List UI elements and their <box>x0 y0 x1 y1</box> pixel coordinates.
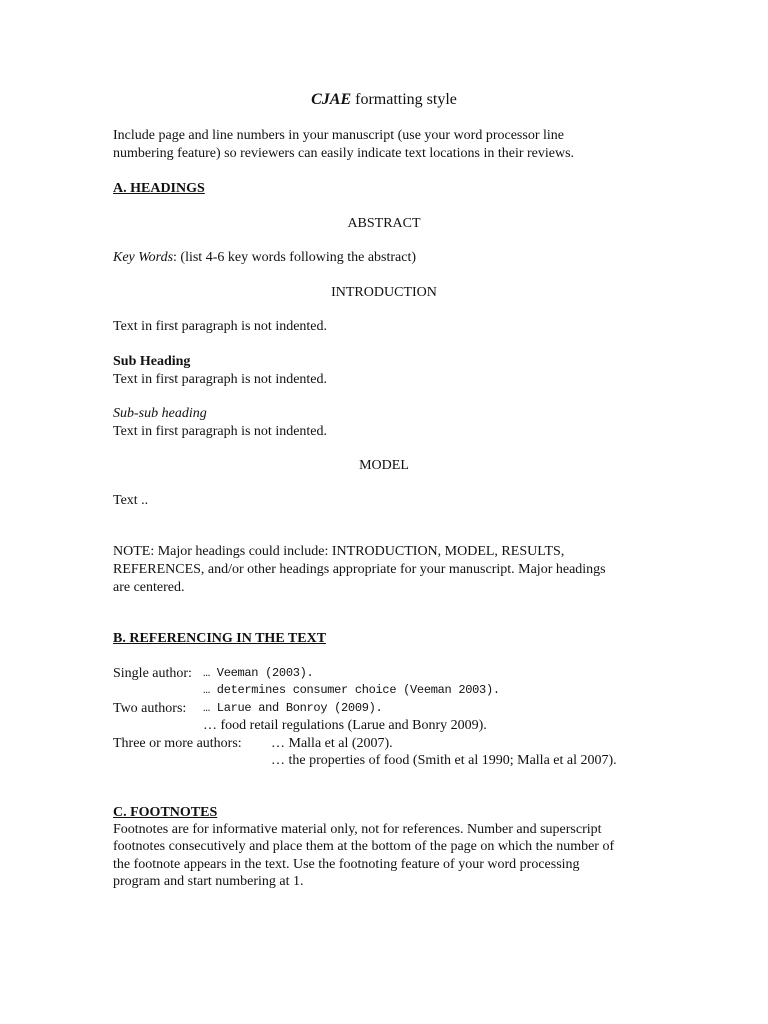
three-authors-label: Three or more authors: <box>113 736 242 751</box>
model-text: Text .. <box>113 493 149 508</box>
heading-a: A. HEADINGS <box>113 181 205 196</box>
two-authors-example-2: … food retail regulations (Larue and Bonry 2009). <box>203 718 487 733</box>
sub-heading: Sub Heading <box>113 354 191 369</box>
keywords-text: : (list 4-6 key words following the abstract) <box>173 250 417 265</box>
model-heading: MODEL <box>359 458 409 473</box>
paragraph-2: Text in first paragraph is not indented. <box>113 372 328 387</box>
heading-c: C. FOOTNOTES <box>113 805 218 820</box>
footnotes-line-4: program and start numbering at 1. <box>113 874 304 889</box>
note-line-3: are centered. <box>113 580 185 595</box>
three-authors-example-2: … the properties of food (Smith et al 1990; Malla et al 2007). <box>271 753 617 768</box>
abstract-heading: ABSTRACT <box>347 216 421 231</box>
introduction-heading: INTRODUCTION <box>331 285 437 300</box>
two-authors-example-1: … Larue and Bonroy (2009). <box>203 701 383 715</box>
title-journal: CJAE <box>311 91 352 108</box>
three-authors-example-1: … Malla et al (2007). <box>271 736 393 751</box>
two-authors-label: Two authors: <box>113 701 187 716</box>
note-line-1: NOTE: Major headings could include: INTRODUCTION, MODEL, RESULTS, <box>113 544 565 559</box>
keywords-line <box>113 249 416 266</box>
footnotes-line-3: the footnote appears in the text. Use the footnoting feature of your word processing <box>113 857 580 872</box>
document-title <box>0 91 768 108</box>
single-author-example-1: … Veeman (2003). <box>203 666 314 680</box>
title-rest: formatting style <box>351 91 457 108</box>
intro-line-2: numbering feature) so reviewers can easily indicate text locations in their reviews. <box>113 146 575 161</box>
heading-b: B. REFERENCING IN THE TEXT <box>113 631 327 646</box>
subsub-heading: Sub-sub heading <box>113 406 207 421</box>
single-author-label: Single author: <box>113 666 192 681</box>
footnotes-line-1: Footnotes are for informative material only, not for references. Number and superscript <box>113 822 602 837</box>
intro-line-1: Include page and line numbers in your manuscript (use your word processor line <box>113 128 564 143</box>
paragraph-3: Text in first paragraph is not indented. <box>113 424 328 439</box>
keywords-label: Key Words <box>113 250 174 265</box>
note-line-2: REFERENCES, and/or other headings appropriate for your manuscript. Major headings <box>113 562 606 577</box>
single-author-example-2: … determines consumer choice (Veeman 2003). <box>203 683 500 697</box>
paragraph-1: Text in first paragraph is not indented. <box>113 319 328 334</box>
footnotes-line-2: footnotes consecutively and place them at the bottom of the page on which the number of <box>113 839 615 854</box>
